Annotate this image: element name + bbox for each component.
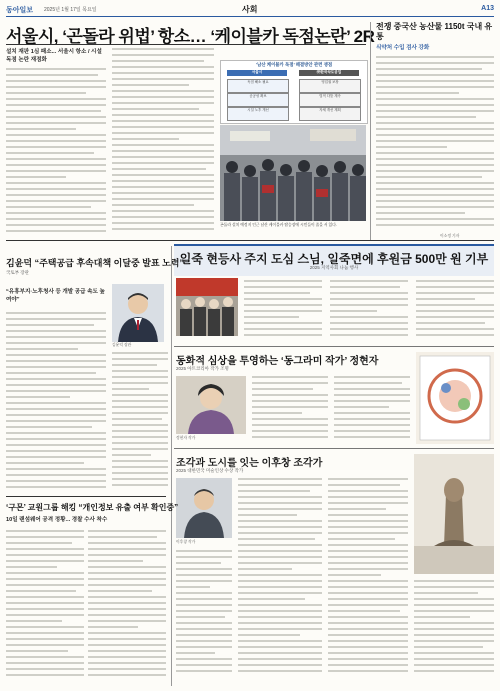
bottom-mid-body-1 [238, 478, 322, 678]
bottom-mid-title: 조각과 도시를 잇는 이후창 조각가 [176, 458, 323, 469]
column-divider [370, 22, 371, 240]
masthead [6, 4, 494, 17]
chart-col-header-2: ㈜한국삭도공업 [299, 70, 359, 76]
chart-title: ‘남산 케이블카 독점’ 해결방안 관련 쟁점 [255, 62, 333, 67]
mid-rule-2 [174, 448, 494, 449]
newspaper-name: 동아일보 [6, 7, 34, 14]
banner-body-2 [330, 280, 408, 340]
bottom-left-title: ‘구몬’ 교원그룹 해킹 “개인정보 유출 여부 확인중” [6, 503, 179, 512]
banner-photo [176, 278, 238, 336]
sculptor-photo [176, 478, 232, 538]
section-name: 사회 [242, 5, 258, 14]
main-body-col-2 [112, 48, 214, 238]
artwork-photo [416, 352, 494, 444]
page-number: A13 [481, 5, 494, 12]
bottom-mid-sub: 2025 대한민국 미술인상 수상 작가 [176, 468, 244, 473]
sculpture-photo [414, 454, 494, 574]
banner-body-1 [244, 280, 322, 340]
bottom-left-sub: 10일 랜섬웨어 공격 정황... 경찰 수사 착수 [6, 517, 108, 523]
section-rule [6, 240, 494, 241]
bottom-left-body-2 [88, 530, 166, 682]
mid-article-sub: 2025 아트코리아 작가 조명 [176, 366, 229, 371]
main-photo [220, 125, 366, 221]
mid-article-body-1 [252, 376, 328, 444]
sidebar-top-title: 전쟁 중국산 농산물 1150t 국내 유통 [376, 22, 493, 41]
chart-cell: 독점 해소 필요 [227, 79, 289, 93]
photo-label-sculptor: 이후창 작가 [176, 540, 196, 544]
main-headline: 서울시, ‘곤돌라 위법’ 항소… ‘케이블카 독점논란’ 2R [6, 27, 375, 46]
column-divider-lower [171, 246, 172, 686]
banner-article [174, 244, 494, 276]
headline-rule [6, 44, 366, 45]
minister-photo [112, 284, 164, 342]
mid-rule [174, 346, 494, 347]
photo-label-painter: 정현자 작가 [176, 436, 196, 440]
banner-title: 일죽 현등사 주지 도심 스님, 일죽면에 후원금 500만 원 기부 [179, 252, 489, 266]
bottom-mid-body-0 [176, 550, 232, 678]
chart-col-header-1: 서울시 [227, 70, 287, 76]
photo-label-minister: 김윤덕 장관 [112, 343, 132, 347]
bottom-mid-body-2 [328, 478, 408, 678]
chart-cell: 영업권 보장 [299, 79, 361, 93]
chart-cell: 시설 노후 개선 [227, 107, 289, 121]
left-mid-kicker: 국토부 장관 [6, 270, 29, 275]
main-photo-caption: 곤돌라 설치 예정지 인근 남산 케이블카 탑승장에 시민들이 줄을 서 있다. [220, 223, 337, 227]
chart-cell: 법적 다툼 계속 [299, 93, 361, 107]
issue-chart [220, 60, 368, 124]
chart-cell: 자체 개선 계획 [299, 107, 361, 121]
left-mid-body-1 [6, 312, 106, 492]
bottom-mid-body-3 [414, 580, 494, 678]
painter-photo [176, 376, 246, 434]
main-body-col-1 [6, 68, 106, 238]
left-mid-body-2 [112, 352, 168, 492]
mid-article-title: 동화적 심상을 투영하는 ‘동그라미 작가’ 정현자 [176, 356, 379, 367]
left-mid-quote: “유휴부지·노후청사 등 개발 공급 속도 높여야” [6, 289, 105, 303]
banner-body-3 [416, 280, 494, 340]
issue-date: 2025년 1월 17일 목요일 [44, 7, 97, 13]
sidebar-top-body [376, 56, 494, 232]
sidebar-top-byline: 이소정 기자 [440, 234, 460, 238]
banner-sub: 2025 지역사회 나눔 행사 [309, 265, 359, 270]
main-subheadline: 설치 재판 1심 패소... 서울시 항소 / 시설 독점 논란 재점화 [6, 49, 102, 63]
chart-cell: 공공성 확보 [227, 93, 289, 107]
left-mid-title: 김윤덕 “주택공급 후속대책 이달중 발표 노력” [6, 258, 184, 268]
bottom-left-body-1 [6, 530, 84, 682]
mid-article-body-2 [334, 376, 410, 444]
sidebar-top-sub: 식약처 수입 검사 강화 [376, 45, 430, 51]
bottom-left-rule [6, 496, 166, 497]
